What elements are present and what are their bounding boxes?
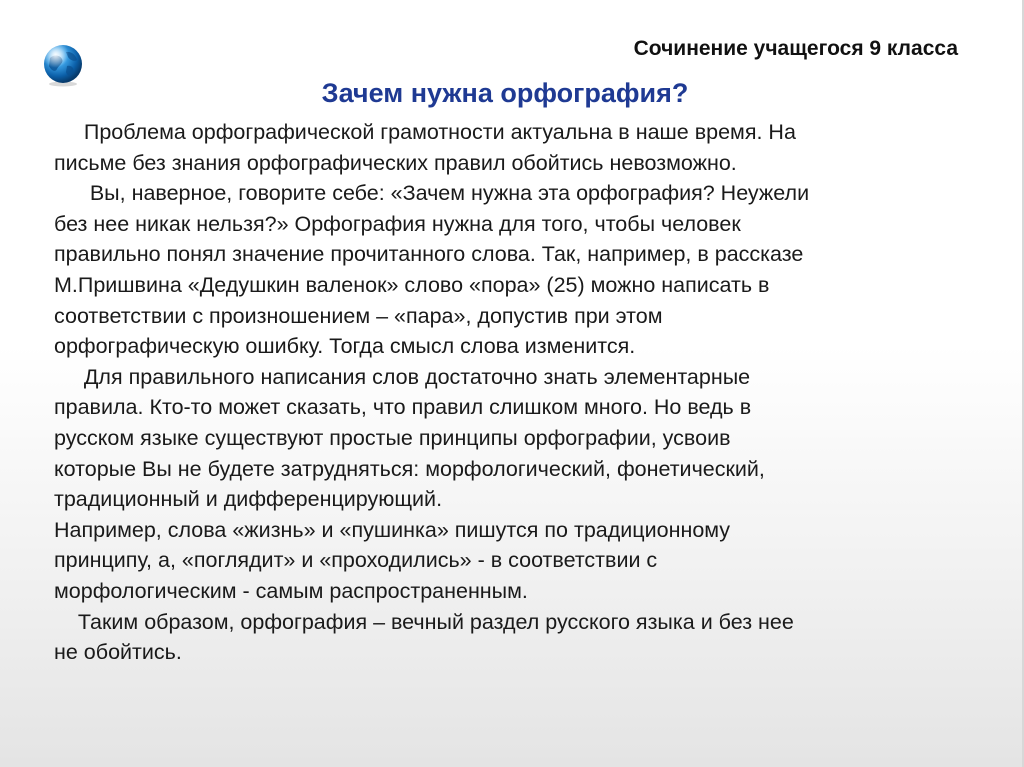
- slide-subtitle: Сочинение учащегося 9 класса: [633, 37, 958, 60]
- essay-line: Проблема орфографической грамотности актуальна в наше время. На: [54, 120, 796, 144]
- essay-line: Например, слова «жизнь» и «пушинка» пишутся по традиционному: [54, 517, 731, 542]
- page-title: Зачем нужна орфография?: [321, 78, 689, 108]
- essay-line: традиционный и дифференцирующий.: [54, 487, 443, 512]
- essay-line: которые Вы не будете затрудняться: морфологический, фонетический,: [54, 456, 765, 481]
- essay-line: правильно понял значение прочитанного слова. Так, например, в рассказе: [54, 242, 804, 267]
- essay-line: письме без знания орфографических правил обойтись невозможно.: [54, 150, 737, 175]
- essay-line: М.Пришвина «Дедушкин валенок» слово «пора» (25) можно написать в: [54, 272, 770, 297]
- essay-line: Для правильного написания слов достаточно знать элементарные: [54, 364, 751, 389]
- essay-line: Таким образом, орфография – вечный раздел русского языка и без нее: [54, 609, 794, 634]
- essay-line: принципу, а, «поглядит» и «проходились» - в соответствии с: [54, 548, 658, 573]
- essay-line: без нее никак нельзя?» Орфография нужна для того, чтобы человек: [54, 211, 741, 236]
- essay-line: морфологическим - самым распространенным.: [54, 578, 528, 603]
- essay-line: русском языке существуют простые принципы орфографии, усвоив: [54, 425, 731, 450]
- essay-line: соответствии с произношением – «пара», допустив при этом: [54, 303, 663, 328]
- essay-line: Вы, наверное, говорите себе: «Зачем нужна эта орфография? Неужели: [54, 181, 810, 206]
- essay-line: не обойтись.: [54, 640, 182, 665]
- essay-line: правила. Кто-то может сказать, что правил слишком много. Но ведь в: [54, 395, 752, 420]
- essay-line: орфографическую ошибку. Тогда смысл слова изменится.: [54, 334, 636, 359]
- essay-body: [54, 117, 959, 668]
